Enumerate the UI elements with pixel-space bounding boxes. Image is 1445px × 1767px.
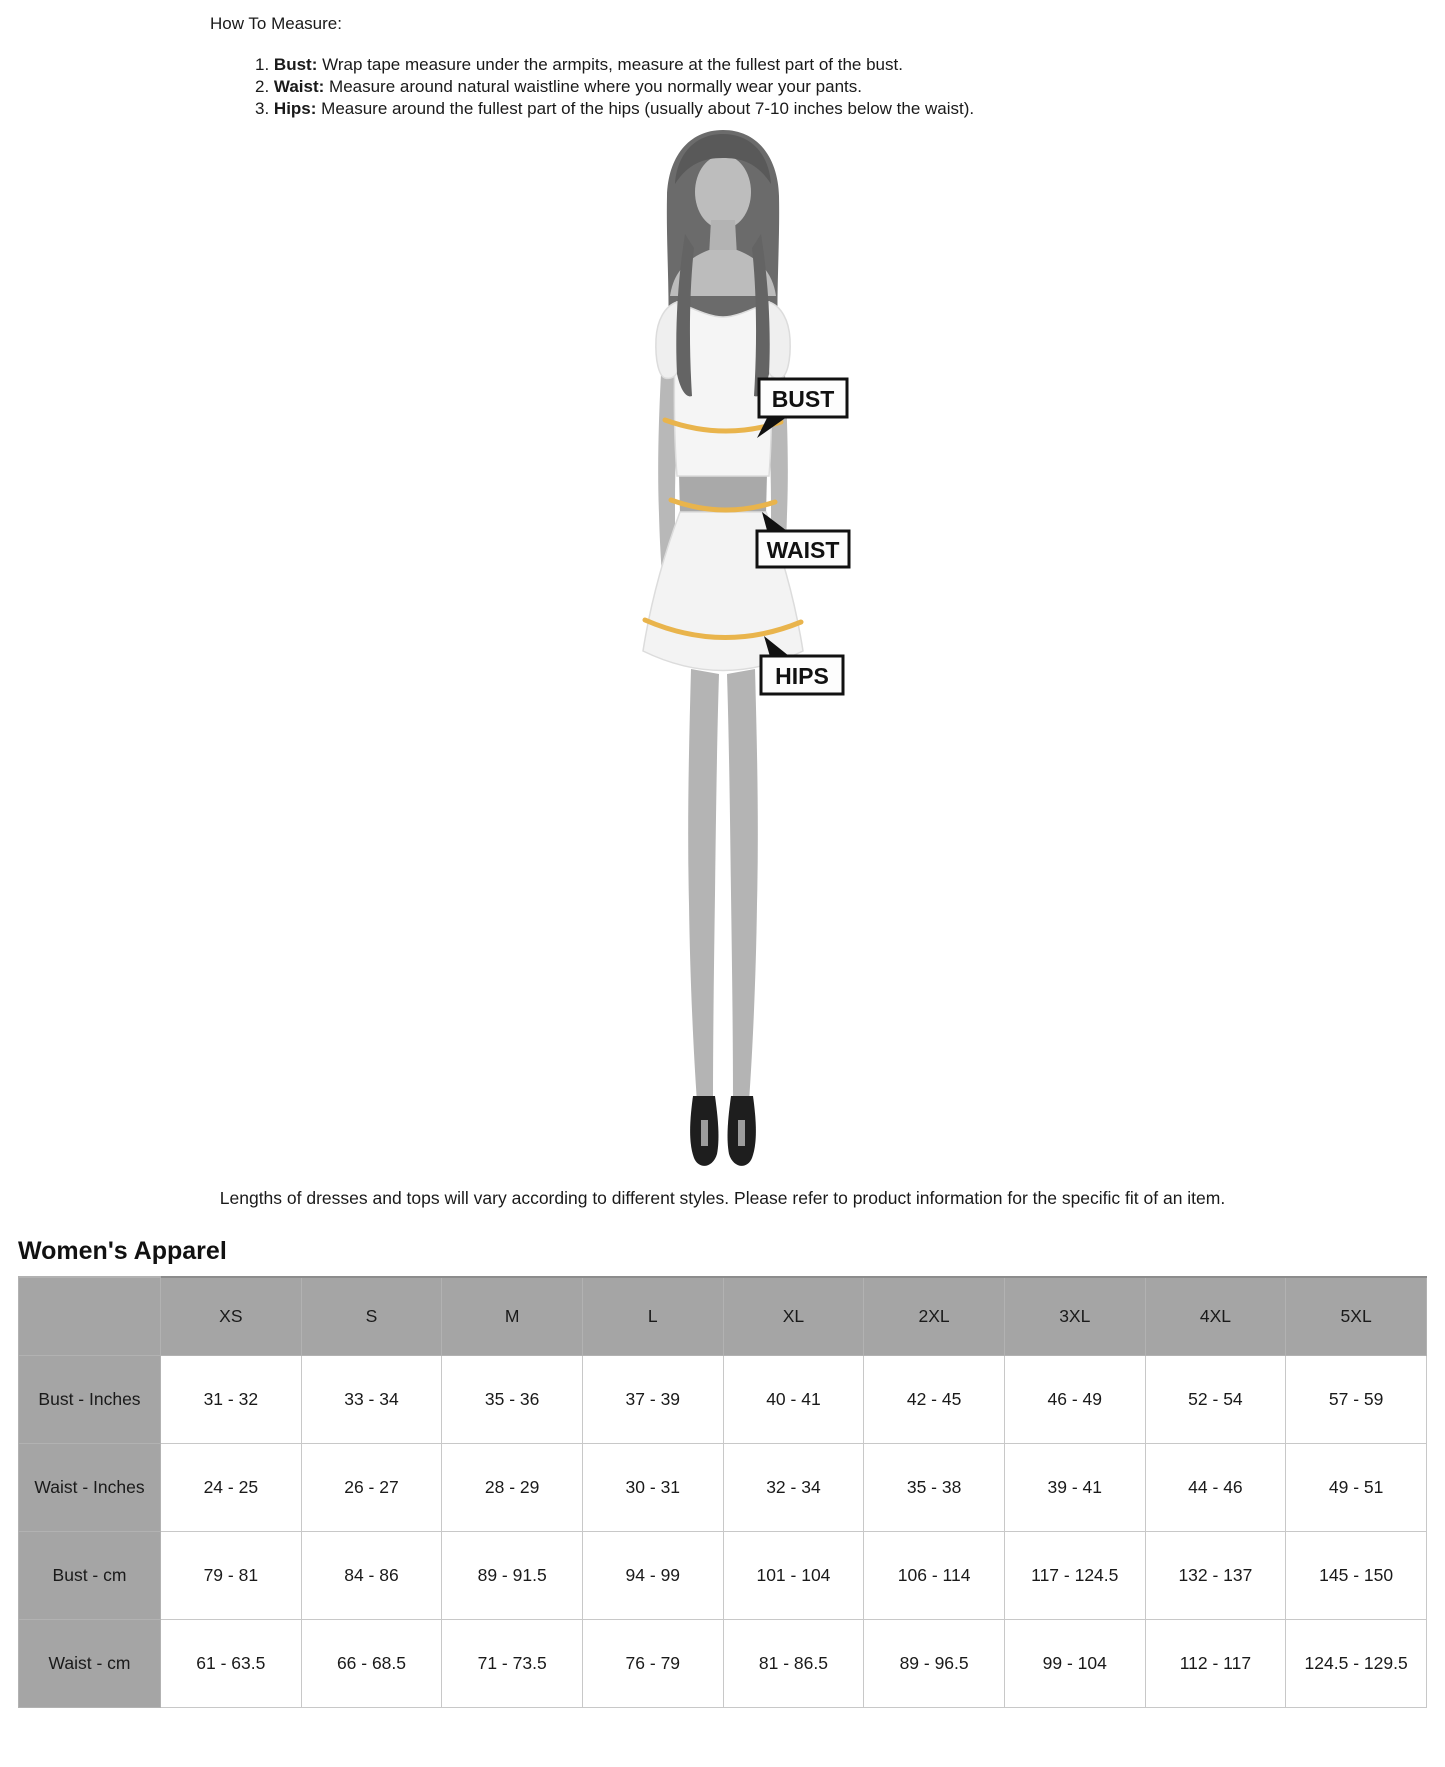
size-cell: 44 - 46: [1145, 1443, 1286, 1531]
size-col-header: 5XL: [1286, 1277, 1427, 1355]
size-cell: 117 - 124.5: [1004, 1531, 1145, 1619]
size-cell: 57 - 59: [1286, 1355, 1427, 1443]
size-cell: 71 - 73.5: [442, 1619, 583, 1707]
row-label: Waist - Inches: [19, 1443, 161, 1531]
size-table-body: [19, 1355, 1427, 1707]
size-cell: 99 - 104: [1004, 1619, 1145, 1707]
size-cell: 35 - 38: [864, 1443, 1005, 1531]
right-shoe-laces: [738, 1120, 745, 1146]
table-row: [19, 1619, 1427, 1707]
face: [695, 155, 751, 229]
fit-note: Lengths of dresses and tops will vary according to different styles. Please refer to product information for the specific fit of an item.: [219, 1188, 1226, 1208]
size-cell: 52 - 54: [1145, 1355, 1286, 1443]
step-label: Waist:: [273, 77, 325, 96]
step-waist: [255, 76, 1445, 98]
size-cell: 46 - 49: [1004, 1355, 1145, 1443]
left-shoe-laces: [701, 1120, 708, 1146]
step-label: Hips:: [273, 99, 317, 118]
size-cell: 40 - 41: [723, 1355, 864, 1443]
waist-callout: [757, 512, 849, 567]
step-number: 1.: [255, 55, 270, 74]
right-leg: [727, 669, 758, 1102]
step-text: Measure around natural waistline where you normally wear your pants.: [329, 77, 862, 96]
size-cell: 145 - 150: [1286, 1531, 1427, 1619]
size-cell: 30 - 31: [582, 1443, 723, 1531]
size-cell: 28 - 29: [442, 1443, 583, 1531]
size-cell: 35 - 36: [442, 1355, 583, 1443]
size-cell: 49 - 51: [1286, 1443, 1427, 1531]
size-cell: 76 - 79: [582, 1619, 723, 1707]
size-cell: 81 - 86.5: [723, 1619, 864, 1707]
how-to-measure-title: How To Measure:: [210, 14, 342, 33]
bust-label: BUST: [771, 386, 834, 412]
step-text: Measure around the fullest part of the hips (usually about 7-10 inches below the waist).: [321, 99, 975, 118]
row-label: Waist - cm: [19, 1619, 161, 1707]
model-illustration: [573, 124, 873, 1179]
size-col-header: 4XL: [1145, 1277, 1286, 1355]
row-label: Bust - Inches: [19, 1355, 161, 1443]
size-col-header: XS: [161, 1277, 302, 1355]
step-bust: [255, 54, 1445, 76]
size-cell: 33 - 34: [301, 1355, 442, 1443]
row-label: Bust - cm: [19, 1531, 161, 1619]
left-leg: [688, 669, 719, 1102]
step-number: 2.: [255, 77, 270, 96]
size-cell: 31 - 32: [161, 1355, 302, 1443]
table-row: [19, 1531, 1427, 1619]
size-cell: 42 - 45: [864, 1355, 1005, 1443]
right-sleeve: [767, 302, 790, 378]
size-cell: 61 - 63.5: [161, 1619, 302, 1707]
measure-steps: [255, 54, 1445, 120]
size-cell: 26 - 27: [301, 1443, 442, 1531]
size-cell: 101 - 104: [723, 1531, 864, 1619]
step-label: Bust:: [273, 55, 318, 74]
table-row: [19, 1355, 1427, 1443]
size-col-header: 2XL: [864, 1277, 1005, 1355]
size-col-header: XL: [723, 1277, 864, 1355]
table-row: [19, 1443, 1427, 1531]
size-cell: 79 - 81: [161, 1531, 302, 1619]
size-cell: 66 - 68.5: [301, 1619, 442, 1707]
size-col-header: 3XL: [1004, 1277, 1145, 1355]
step-hips: [255, 98, 1445, 120]
size-cell: 89 - 96.5: [864, 1619, 1005, 1707]
size-cell: 84 - 86: [301, 1531, 442, 1619]
size-cell: 24 - 25: [161, 1443, 302, 1531]
step-number: 3.: [255, 99, 270, 118]
left-sleeve: [655, 302, 678, 378]
size-cell: 37 - 39: [582, 1355, 723, 1443]
waist-label: WAIST: [766, 537, 839, 563]
measurement-figure: [573, 124, 873, 1182]
apparel-table-title: Women's Apparel: [18, 1237, 227, 1265]
size-cell: 89 - 91.5: [442, 1531, 583, 1619]
size-cell: 32 - 34: [723, 1443, 864, 1531]
size-cell: 132 - 137: [1145, 1531, 1286, 1619]
step-text: Wrap tape measure under the armpits, measure at the fullest part of the bust.: [322, 55, 903, 74]
size-cell: 94 - 99: [582, 1531, 723, 1619]
corner-cell: [19, 1277, 161, 1355]
size-cell: 112 - 117: [1145, 1619, 1286, 1707]
size-header-row: [19, 1277, 1427, 1355]
size-col-header: S: [301, 1277, 442, 1355]
size-cell: 106 - 114: [864, 1531, 1005, 1619]
size-cell: 39 - 41: [1004, 1443, 1145, 1531]
size-col-header: M: [442, 1277, 583, 1355]
size-chart-table: [18, 1276, 1427, 1708]
hips-label: HIPS: [774, 663, 829, 689]
size-col-header: L: [582, 1277, 723, 1355]
size-cell: 124.5 - 129.5: [1286, 1619, 1427, 1707]
